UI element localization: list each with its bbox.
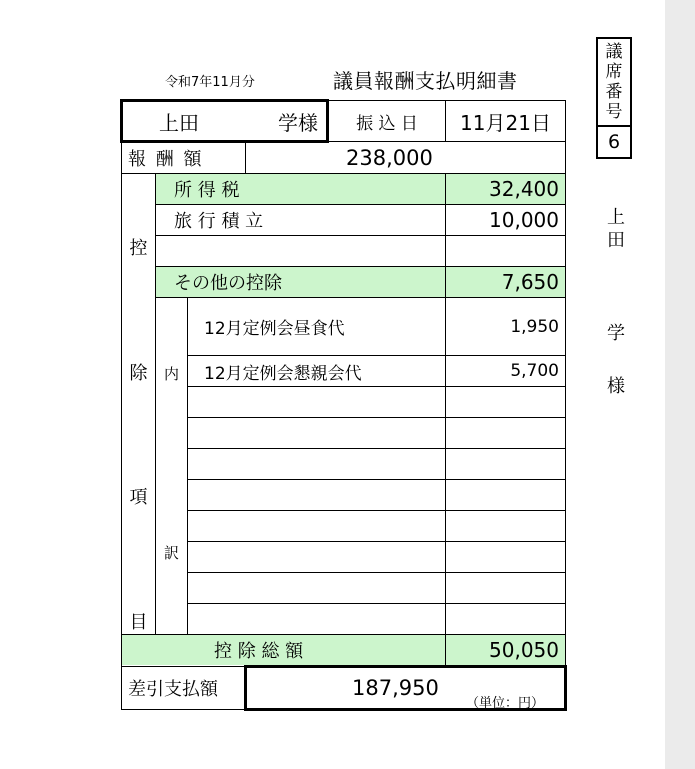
scrollbar[interactable] <box>665 0 695 769</box>
statement-period: 令和7年11月分 <box>165 75 255 90</box>
breakdown-empty-amount <box>446 418 566 449</box>
deduction-item-name: 旅 行 積 立 <box>156 205 446 236</box>
deduction-label-char-1: 控 <box>129 238 148 259</box>
breakdown-empty-cell <box>188 542 446 573</box>
seat-number-label <box>598 39 630 127</box>
seat-number-value: 6 <box>607 131 621 153</box>
breakdown-label <box>156 298 188 635</box>
recipient-name-cell <box>122 101 328 142</box>
net-pay-amount: 187,950 <box>246 667 566 710</box>
breakdown-item-amount: 5,700 <box>446 356 566 387</box>
breakdown-empty-amount <box>446 387 566 418</box>
recipient-surname: 上田 <box>159 110 199 135</box>
breakdown-item-name: 12月定例会昼食代 <box>188 298 446 356</box>
vertical-name-char-3: 学 <box>607 323 625 344</box>
breakdown-empty-amount <box>446 573 566 604</box>
net-pay-label: 差引支払額 <box>122 667 246 710</box>
breakdown-empty-cell <box>188 387 446 418</box>
other-deductions-label: その他の控除 <box>156 267 446 298</box>
breakdown-empty-cell <box>188 511 446 542</box>
deduction-label-char-2: 除 <box>129 362 148 384</box>
breakdown-item-amount: 1,950 <box>446 298 566 356</box>
seat-number-box <box>596 37 632 159</box>
breakdown-empty-amount <box>446 449 566 480</box>
breakdown-label-char-1: 内 <box>163 365 179 383</box>
deduction-item-name: 所 得 税 <box>156 174 446 205</box>
unit-note: （単位：円） <box>466 696 545 711</box>
deduction-items-label <box>122 174 156 635</box>
vertical-name-char-2: 田 <box>607 230 625 251</box>
breakdown-empty-amount <box>446 480 566 511</box>
breakdown-label-char-2: 訳 <box>163 544 179 562</box>
breakdown-empty-cell <box>188 573 446 604</box>
seat-label-char-2: 席 <box>605 62 623 82</box>
transfer-date-value: 11月21日 <box>446 101 566 142</box>
deduction-item-amount: 32,400 <box>446 174 566 205</box>
other-deductions-amount: 7,650 <box>446 267 566 298</box>
breakdown-empty-amount <box>446 542 566 573</box>
seat-label-char-4: 号 <box>605 102 623 122</box>
total-deductions-label: 控 除 総 額 <box>122 635 446 667</box>
transfer-date-label: 振 込 日 <box>328 101 446 142</box>
vertical-name-char-1: 上 <box>607 207 625 228</box>
deduction-item-name <box>156 236 446 267</box>
breakdown-empty-amount <box>446 604 566 635</box>
breakdown-empty-cell <box>188 604 446 635</box>
seat-label-char-1: 議 <box>605 42 623 62</box>
breakdown-empty-cell <box>188 449 446 480</box>
deduction-item-amount: 10,000 <box>446 205 566 236</box>
statement-title: 議員報酬支払明細書 <box>333 69 518 93</box>
vertical-name-char-4: 様 <box>607 376 625 397</box>
payment-table <box>120 99 567 711</box>
breakdown-empty-cell <box>188 480 446 511</box>
salary-amount: 238,000 <box>246 142 566 174</box>
deduction-item-amount <box>446 236 566 267</box>
total-deductions-amount: 50,050 <box>446 635 566 667</box>
breakdown-empty-cell <box>188 418 446 449</box>
seat-label-char-3: 番 <box>605 82 623 102</box>
deduction-label-char-4: 目 <box>129 611 148 633</box>
salary-label: 報 酬 額 <box>122 142 246 174</box>
breakdown-item-name: 12月定例会懇親会代 <box>188 356 446 387</box>
recipient-honorific: 学様 <box>278 110 318 135</box>
deduction-label-char-3: 項 <box>129 487 148 509</box>
breakdown-empty-amount <box>446 511 566 542</box>
